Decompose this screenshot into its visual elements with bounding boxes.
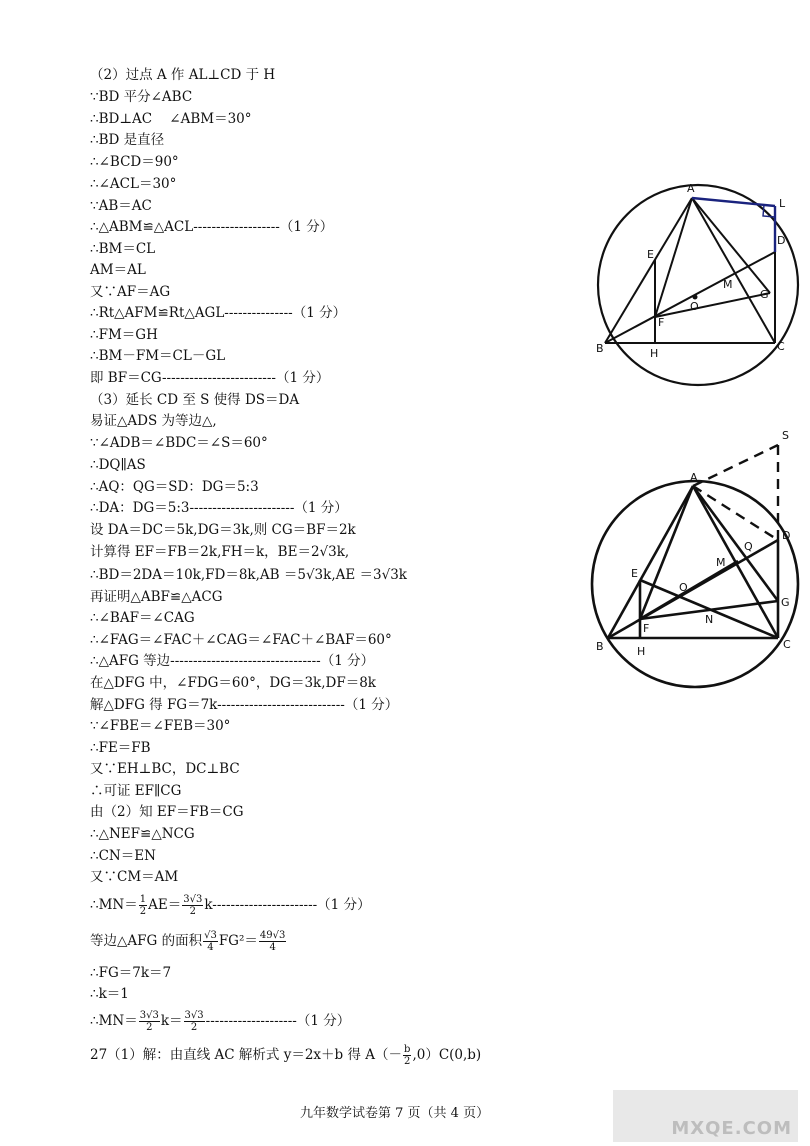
- label-o: O: [690, 300, 699, 313]
- label-l: L: [779, 197, 786, 210]
- label-h: H: [650, 347, 659, 360]
- text-line: ∴FM＝GH: [90, 327, 158, 343]
- text-line: ∴AQ：QG＝SD：DG＝5:3: [90, 479, 259, 495]
- text-line: ∴∠ACL＝30°: [90, 176, 177, 192]
- segment-ag: [693, 486, 778, 601]
- segment-ad-dashed: [693, 486, 778, 540]
- equation-mn-value: ∴MN＝ $\frac{3√3}{2}$ k＝ $\frac{3√3}{2}$ --------------------（1 分）: [90, 1010, 351, 1033]
- text-line: 设 DA＝DC＝5k,DG＝3k,则 CG＝BF＝2k: [90, 522, 356, 538]
- text-line: 即 BF＝CG-------------------------（1 分）: [90, 370, 330, 386]
- text-line: （3）延长 CD 至 S 使得 DS＝DA: [90, 392, 300, 408]
- label-e: E: [647, 248, 654, 261]
- text-line: ∴CN＝EN: [90, 848, 156, 864]
- label-m: M: [723, 278, 733, 291]
- problem-27-line: 27（1）解：由直线 AC 解析式 y＝2x＋b 得 A（－ $\frac{b}{2}$ ,0）C(0,b): [90, 1044, 482, 1067]
- text-line: 由（2）知 EF＝FB＝CG: [90, 804, 244, 820]
- label-f: F: [643, 622, 650, 635]
- label-n: N: [705, 613, 714, 626]
- text-line: ∴BD⊥AC ∠ABM＝30°: [90, 111, 252, 127]
- segment-fq: [640, 561, 738, 619]
- page-footer: 九年数学试卷第 7 页（共 4 页）: [300, 1106, 490, 1121]
- text-line: ∴Rt△AFM≌Rt△AGL---------------（1 分）: [90, 305, 347, 321]
- watermark-text: MXQE.COM: [671, 1118, 792, 1139]
- text-line: ∴DA：DG＝5:3-----------------------（1 分）: [90, 500, 348, 516]
- fraction: $\frac{1}{2}$: [139, 894, 147, 917]
- text-line: ∴∠BAF＝∠CAG: [90, 610, 195, 626]
- text-line: ∴BM＝CL: [90, 241, 156, 257]
- text-line: 又∵AF＝AG: [90, 284, 171, 300]
- segment-ac: [692, 198, 775, 343]
- label-a: A: [690, 471, 698, 484]
- label-d: D: [782, 529, 791, 542]
- label-c: C: [783, 638, 791, 651]
- text-line: ∴BM－FM＝CL－GL: [90, 348, 226, 364]
- text-line: ∵AB＝AC: [90, 198, 152, 214]
- label-m: M: [716, 556, 726, 569]
- text-line: 易证△ADS 为等边△,: [90, 413, 217, 429]
- text-line: ∵∠FBE＝∠FEB＝30°: [90, 718, 231, 734]
- text-line: AM＝AL: [90, 262, 146, 278]
- label-b: B: [596, 342, 604, 355]
- text-line: ∵BD 平分∠ABC: [90, 89, 193, 105]
- label-g: G: [760, 288, 769, 301]
- equation-area: 等边△AFG 的面积 $\frac{√3}{4}$ FG²＝ $\frac{49√3}{4}$: [90, 930, 286, 953]
- segment-al: [692, 198, 775, 206]
- text-line: ∵∠ADB＝∠BDC＝∠S＝60°: [90, 435, 268, 451]
- label-s: S: [782, 429, 789, 442]
- label-h: H: [637, 645, 646, 658]
- text-line: （2）过点 A 作 AL⊥CD 于 H: [90, 67, 276, 83]
- text-line: ∴BD＝2DA＝10k,FD＝8k,AB ＝5√3k,AE ＝3√3k: [90, 567, 407, 583]
- text-line: ∴FE＝FB: [90, 740, 151, 756]
- label-a: A: [687, 182, 695, 195]
- label-b: B: [596, 640, 604, 653]
- label-q: Q: [744, 540, 753, 553]
- label-o: O: [679, 581, 688, 594]
- center-point: [693, 295, 698, 300]
- text-line: ∴k＝1: [90, 986, 129, 1002]
- segment-ab: [608, 486, 693, 638]
- text-line: 再证明△ABF≌△ACG: [90, 589, 223, 605]
- text-line: ∴DQ∥AS: [90, 457, 146, 473]
- geometry-figure-2: [588, 425, 806, 697]
- segment-as-dashed: [693, 445, 778, 486]
- fraction: $\frac{√3}{4}$: [204, 930, 217, 953]
- text-line: 解△DFG 得 FG＝7k----------------------------（1 分）: [90, 697, 399, 713]
- circle: [598, 185, 798, 385]
- geometry-figure-1: [590, 180, 805, 395]
- label-c: C: [777, 340, 785, 353]
- text-line: ∴BD 是直径: [90, 132, 165, 148]
- text-line: ∴∠BCD＝90°: [90, 154, 179, 170]
- text-line: ∴∠FAG＝∠FAC＋∠CAG＝∠FAC＋∠BAF＝60°: [90, 632, 392, 648]
- fraction: $\frac{3√3}{2}$: [139, 1010, 159, 1033]
- text-line: ∴△ABM≌△ACL-------------------（1 分）: [90, 219, 334, 235]
- text-line: ∴可证 EF∥CG: [90, 783, 182, 799]
- label-d: D: [777, 234, 786, 247]
- fraction: $\frac{3√3}{2}$: [183, 894, 203, 917]
- segment-ab: [605, 198, 692, 343]
- label-f: F: [658, 316, 665, 329]
- text-line: ∴△AFG 等边---------------------------------（1 分）: [90, 653, 375, 669]
- fraction: $\frac{49√3}{4}$: [259, 930, 286, 953]
- text-line: 计算得 EF＝FB＝2k,FH＝k，BE＝2√3k,: [90, 544, 350, 560]
- text-line: 又∵EH⊥BC，DC⊥BC: [90, 761, 240, 777]
- circle: [592, 481, 798, 687]
- fraction: $\frac{b}{2}$: [404, 1044, 411, 1067]
- label-g: G: [781, 596, 790, 609]
- text-line: ∴FG＝7k＝7: [90, 965, 172, 981]
- text-line: ∴△NEF≌△NCG: [90, 826, 195, 842]
- fraction: $\frac{3√3}{2}$: [184, 1010, 204, 1033]
- text-line: 又∵CM＝AM: [90, 869, 179, 885]
- text-line: 在△DFG 中，∠FDG＝60°，DG＝3k,DF＝8k: [90, 675, 376, 691]
- label-e: E: [631, 567, 638, 580]
- equation-mn-ae: ∴MN＝ $\frac{1}{2}$ AE＝ $\frac{3√3}{2}$ k-----------------------（1 分）: [90, 894, 371, 917]
